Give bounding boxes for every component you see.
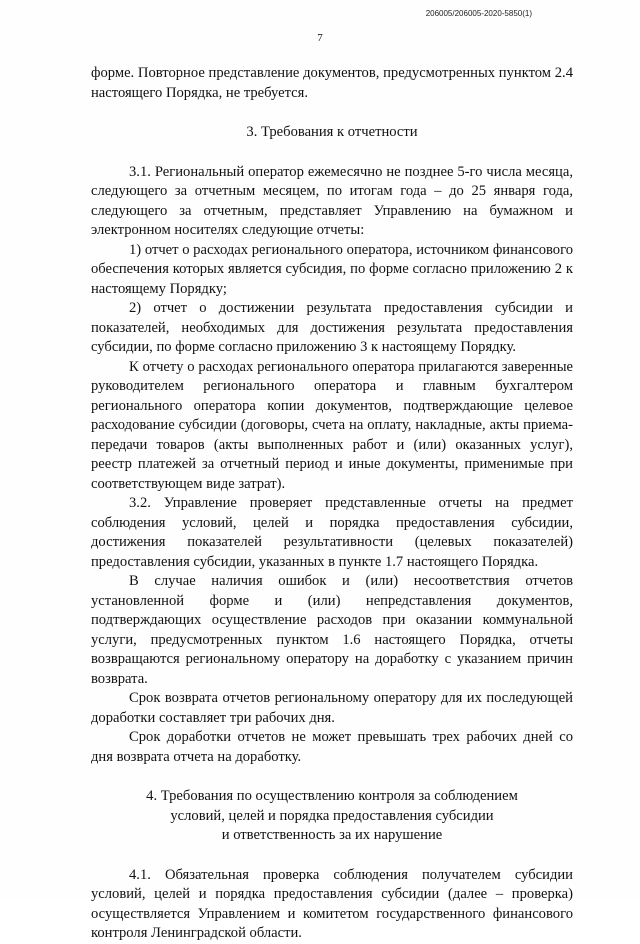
paragraph-3-1-item-1: 1) отчет о расходах регионального оператора, источником финансового обеспечения которых является субсидия, по форме согласно приложению 2 к настоящему Порядку; xyxy=(91,241,573,297)
paragraph-continuation: форме. Повторное представление документов, предусмотренных пунктом 2.4 настоящего Порядка, не требуется. xyxy=(91,65,573,101)
section-4-title-line-1: 4. Требования по осуществлению контроля за соблюдением xyxy=(146,788,518,804)
paragraph-rework-term: Срок доработки отчетов не может превышать трех рабочих дней со дня возврата отчета на доработку. xyxy=(91,729,573,765)
paragraph-return-term: Срок возврата отчетов региональному оператору для их последующей доработки составляет три рабочих дня. xyxy=(91,690,573,726)
paragraph-errors-return: В случае наличия ошибок и (или) несоответствия отчетов установленной форме и (или) непредставления документов, подтверждающих осуществление расходов при оказании коммунальной услуги, предусмотренных пунктом 1.6 настоящего Порядка, отчеты возвращаются региональному оператору на доработку с указанием причин возврата. xyxy=(91,573,573,687)
paragraph-expense-report-attachments: К отчету о расходах регионального оператора прилагаются заверенные руководителем регионального оператора и главным бухгалтером регионального оператора копии документов, подтверждающие целевое расходование субсидии (договоры, счета на оплату, накладные, акты приема-передачи товаров (акты выполненных работ и (или) оказанных услуг), реестр платежей за отчетный период и иные документы, применимые при соответствующем виде затрат). xyxy=(91,358,573,492)
paragraph-4-1: 4.1. Обязательная проверка соблюдения получателем субсидии условий, целей и порядка предоставления субсидии (далее – проверка) осуществляется Управлением и комитетом государственного финансового контроля Ленинградской области. xyxy=(91,866,573,941)
document-body xyxy=(91,64,573,944)
section-3-title: 3. Требования к отчетности xyxy=(246,124,418,140)
page-number: 7 xyxy=(317,32,323,44)
section-4-title-line-3: и ответственность за их нарушение xyxy=(221,827,443,843)
section-4-title-line-2: условий, целей и порядка предоставления субсидии xyxy=(170,807,494,824)
paragraph-3-2: 3.2. Управление проверяет представленные отчеты на предмет соблюдения условий, целей и порядка предоставления субсидии, достижения показателей результативности (целевых показателей) предоставления субсидии, указанных в пункте 1.7 настоящего Порядка. xyxy=(91,495,573,570)
paragraph-3-1: 3.1. Региональный оператор ежемесячно не позднее 5-го числа месяца, следующего за отчетным месяцем, по итогам года – до 25 января года, следующего за отчетным, представляет Управлению на бумажном и электронном носителях следующие отчеты: xyxy=(91,163,573,238)
paragraph-3-1-item-2: 2) отчет о достижении результата предоставления субсидии и показателей, необходимых для достижения результата предоставления субсидии, по форме согласно приложению 3 к настоящему Порядку. xyxy=(91,300,573,355)
document-id: 206005/206005-2020-5850(1) xyxy=(425,9,532,18)
